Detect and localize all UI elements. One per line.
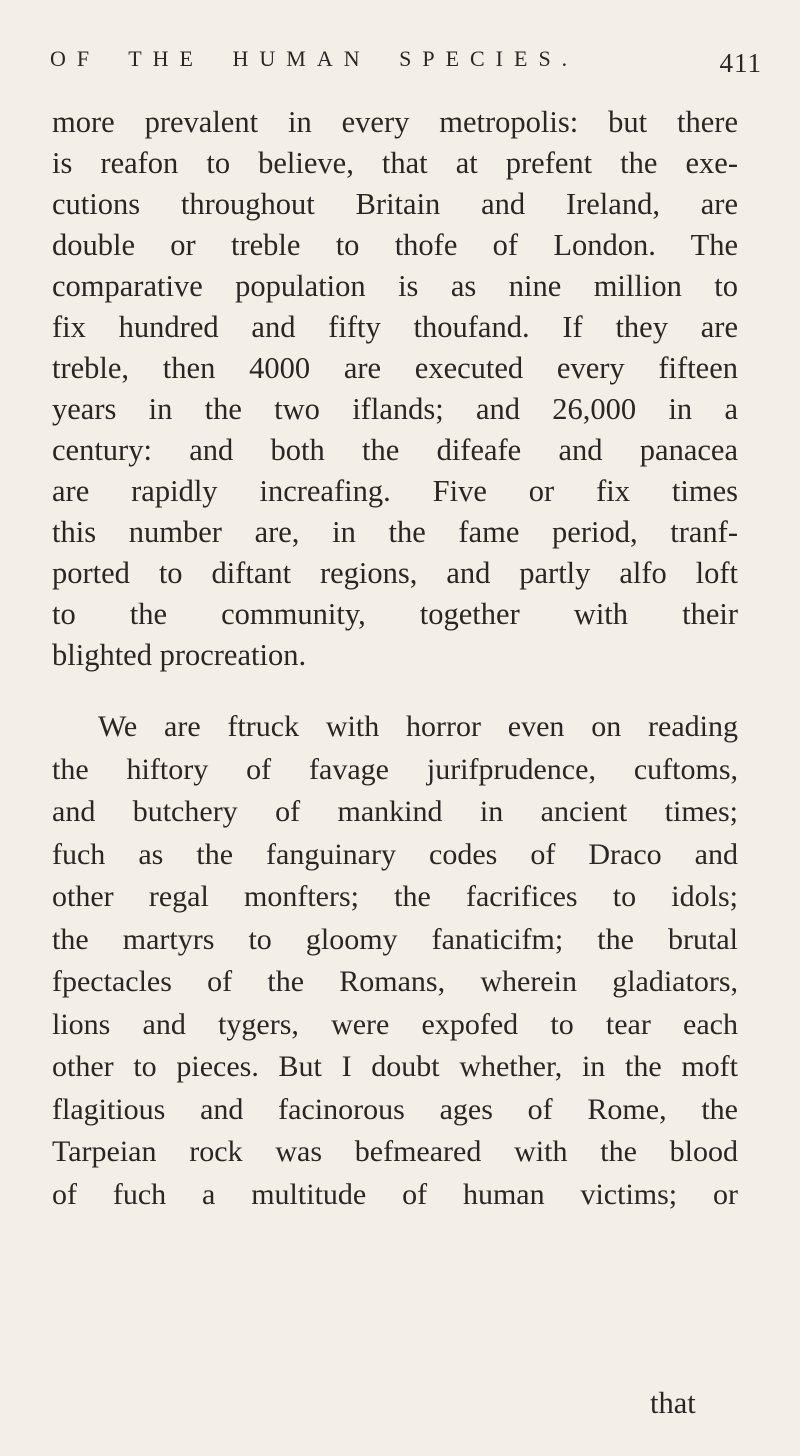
paragraph bbox=[52, 102, 738, 676]
text-line: flagitious and facinorous ages of Rome, the bbox=[52, 1092, 738, 1126]
text-line: years in the two iflands; and 26,000 in a bbox=[52, 392, 738, 426]
text-line: this number are, in the fame period, tranf- bbox=[52, 515, 738, 549]
text-line: are rapidly increafing. Five or fix times bbox=[52, 474, 738, 508]
text-line: We are ftruck with horror even on reading bbox=[98, 710, 738, 743]
text-line: ported to diftant regions, and partly alfo loft bbox=[52, 556, 738, 590]
text-line: fuch as the fanguinary codes of Draco and bbox=[52, 837, 738, 871]
text-line: century: and both the difeafe and panacea bbox=[52, 433, 738, 467]
text-line: other to pieces. But I doubt whether, in the moft bbox=[52, 1050, 738, 1083]
text-line: fix hundred and fifty thoufand. If they are bbox=[52, 310, 738, 344]
catchword: that bbox=[650, 1386, 696, 1420]
running-head bbox=[50, 28, 770, 88]
text-line: blighted procreation. bbox=[52, 638, 307, 672]
text-line: is reafon to believe, that at prefent the exe- bbox=[52, 146, 738, 180]
text-line: Tarpeian rock was befmeared with the blood bbox=[52, 1135, 738, 1168]
page-number: 411 bbox=[719, 48, 762, 78]
body-text bbox=[52, 102, 738, 1216]
text-line: treble, then 4000 are executed every fifteen bbox=[52, 351, 738, 385]
running-title: OF THE HUMAN SPECIES. bbox=[50, 46, 579, 71]
text-line: to the community, together with their bbox=[52, 597, 738, 631]
text-line: fpectacles of the Romans, wherein gladiators, bbox=[52, 965, 738, 998]
text-line: double or treble to thofe of London. The bbox=[52, 228, 738, 262]
text-line: the hiftory of favage jurifprudence, cuftoms, bbox=[52, 752, 738, 786]
text-line: cutions throughout Britain and Ireland, are bbox=[52, 187, 738, 221]
text-line: of fuch a multitude of human victims; or bbox=[52, 1177, 738, 1211]
text-line: comparative population is as nine million to bbox=[52, 269, 738, 303]
text-line: more prevalent in every metropolis: but there bbox=[52, 105, 738, 139]
paragraph bbox=[52, 706, 738, 1216]
text-line: other regal monfters; the facrifices to idols; bbox=[52, 880, 738, 913]
text-line: the martyrs to gloomy fanaticifm; the brutal bbox=[52, 922, 738, 956]
text-line: lions and tygers, were expofed to tear each bbox=[52, 1007, 738, 1041]
text-line: and butchery of mankind in ancient times; bbox=[52, 795, 738, 828]
paragraph-gap bbox=[52, 676, 738, 706]
